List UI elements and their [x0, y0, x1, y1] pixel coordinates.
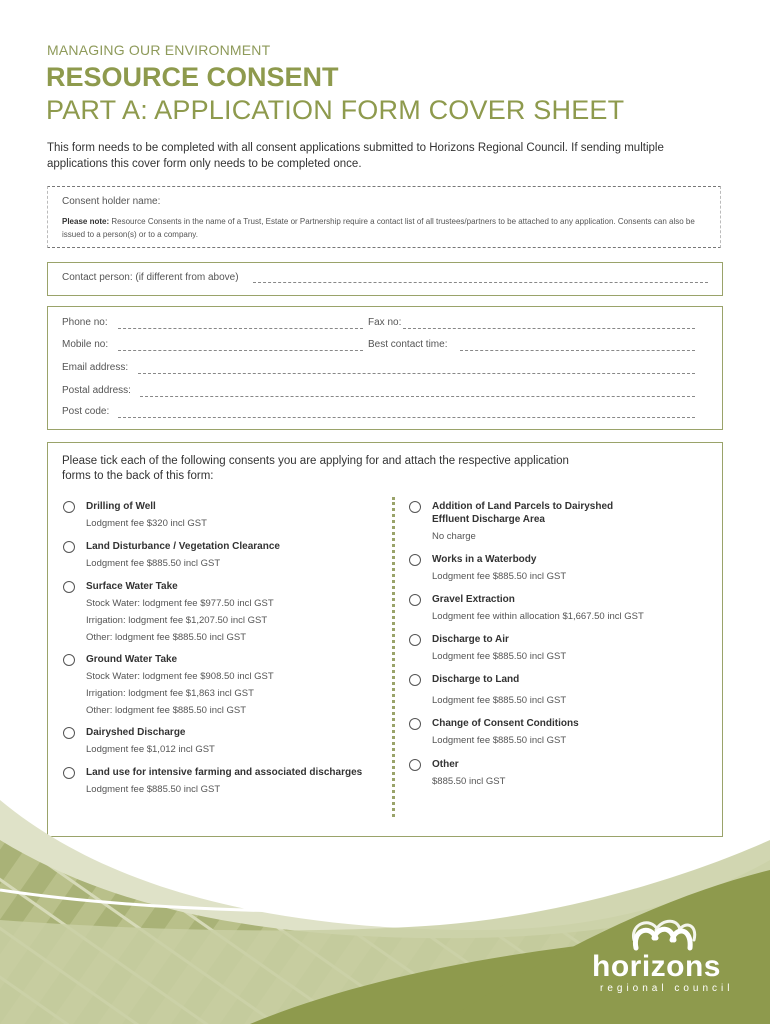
consent-name-line2: Effluent Discharge Area [432, 514, 545, 525]
consent-fee: Other: lodgment fee $885.50 incl GST [86, 705, 247, 716]
checkbox-works-waterbody[interactable] [409, 554, 421, 566]
note-text: Resource Consents in the name of a Trust, Estate or Partnership require a contact list of all trustees/partners to be attached to any application. Consents can also be issued to a person(s) or to a company. [62, 217, 695, 239]
consent-name: Change of Consent Conditions [432, 718, 579, 729]
checkbox-land-parcels[interactable] [409, 501, 421, 513]
consents-section [47, 442, 723, 837]
logo-wordmark: horizons [592, 950, 721, 983]
consent-holder-section [47, 186, 721, 248]
consent-fee: Lodgment fee $885.50 incl GST [86, 558, 221, 569]
consent-fee: Irrigation: lodgment fee $1,207.50 incl GST [86, 615, 268, 626]
mobile-label: Mobile no: [62, 339, 109, 350]
consents-intro: Please tick each of the following consents you are applying for and attach the respective application forms to the back of this form: [62, 455, 569, 482]
consent-fee: Irrigation: lodgment fee $1,863 incl GST [86, 688, 254, 699]
checkbox-other[interactable] [409, 759, 421, 771]
consent-fee: $885.50 incl GST [432, 776, 506, 787]
fax-field[interactable] [403, 328, 695, 329]
postal-label: Postal address: [62, 385, 131, 396]
contact-person-section [47, 262, 723, 296]
column-divider [392, 497, 395, 817]
consent-name: Addition of Land Parcels to Dairyshed [432, 501, 614, 512]
contact-person-field[interactable] [253, 282, 708, 283]
consent-holder-field[interactable] [173, 207, 711, 208]
consent-fee: Lodgment fee $1,012 incl GST [86, 744, 215, 755]
consent-name: Gravel Extraction [432, 594, 515, 605]
postcode-label: Post code: [62, 406, 110, 417]
consent-name: Drilling of Well [86, 501, 156, 512]
consent-fee: Lodgment fee $885.50 incl GST [432, 695, 567, 706]
phone-field[interactable] [118, 328, 363, 329]
section-kicker: MANAGING OUR ENVIRONMENT [47, 42, 271, 58]
consent-fee: Other: lodgment fee $885.50 incl GST [86, 632, 247, 643]
checkbox-surface-water[interactable] [63, 581, 75, 593]
checkbox-ground-water[interactable] [63, 654, 75, 666]
page-subtitle: PART A: APPLICATION FORM COVER SHEET [46, 95, 625, 125]
consent-holder-note [62, 215, 712, 241]
checkbox-discharge-land[interactable] [409, 674, 421, 686]
page-title: RESOURCE CONSENT [46, 62, 339, 92]
consent-fee: Lodgment fee $885.50 incl GST [86, 784, 221, 795]
consent-name: Works in a Waterbody [432, 554, 537, 565]
checkbox-discharge-air[interactable] [409, 634, 421, 646]
consent-name: Discharge to Air [432, 634, 509, 645]
email-label: Email address: [62, 362, 129, 373]
fax-label: Fax no: [368, 317, 402, 328]
logo-subtext: regional council [600, 983, 734, 994]
consent-name: Other [432, 759, 459, 770]
consent-holder-label: Consent holder name: [62, 196, 161, 207]
consent-name: Surface Water Take [86, 581, 178, 592]
best-time-field[interactable] [460, 350, 695, 351]
consent-name: Land Disturbance / Vegetation Clearance [86, 541, 280, 552]
consent-fee: Stock Water: lodgment fee $977.50 incl GST [86, 598, 274, 609]
checkbox-gravel[interactable] [409, 594, 421, 606]
intro-text: This form needs to be completed with all consent applications submitted to Horizons Regional Council. If sending multiple applications this cover form only needs to be completed once. [47, 142, 664, 170]
consent-fee: Lodgment fee $885.50 incl GST [432, 571, 567, 582]
phone-label: Phone no: [62, 317, 108, 328]
note-bold: Please note: [62, 217, 110, 226]
contact-details-section [47, 306, 723, 430]
consent-fee: Lodgment fee $320 incl GST [86, 518, 207, 529]
mobile-field[interactable] [118, 350, 363, 351]
checkbox-intensive-farming[interactable] [63, 767, 75, 779]
consent-fee: Lodgment fee $885.50 incl GST [432, 735, 567, 746]
best-time-label: Best contact time: [368, 339, 448, 350]
consent-name: Land use for intensive farming and associated discharges [86, 767, 363, 778]
consent-name: Discharge to Land [432, 674, 520, 685]
checkbox-change-conditions[interactable] [409, 718, 421, 730]
consent-fee: Stock Water: lodgment fee $908.50 incl GST [86, 671, 274, 682]
consent-name: Ground Water Take [86, 654, 178, 665]
postal-field[interactable] [140, 396, 695, 397]
consent-fee: Lodgment fee within allocation $1,667.50 incl GST [432, 611, 644, 622]
checkbox-dairyshed[interactable] [63, 727, 75, 739]
email-field[interactable] [138, 373, 695, 374]
consent-fee: Lodgment fee $885.50 incl GST [432, 651, 567, 662]
consent-name: Dairyshed Discharge [86, 727, 186, 738]
consent-fee: No charge [432, 531, 476, 542]
postcode-field[interactable] [118, 417, 695, 418]
checkbox-land-disturbance[interactable] [63, 541, 75, 553]
contact-person-label: Contact person: (if different from above) [62, 272, 239, 283]
checkbox-drilling[interactable] [63, 501, 75, 513]
